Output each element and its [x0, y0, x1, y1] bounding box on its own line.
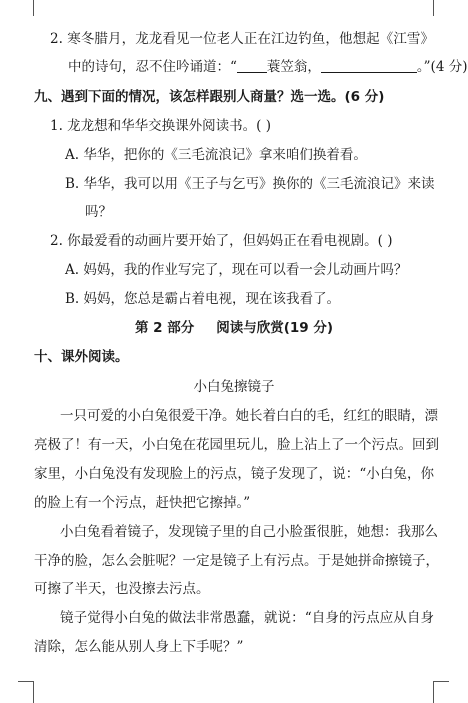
q8-line2-middle: 蓑笠翁，: [266, 59, 321, 75]
story-p2-line3: 可擦了半天，也没擦去污点。: [34, 581, 210, 597]
part2-title: 阅读与欣赏(19 分): [216, 320, 334, 336]
q8-line2-suffix: 。”(4 分): [416, 59, 468, 75]
story-p1-line1: 一只可爱的小白兔很爱干净。她长着白白的毛，红红的眼睛，漂: [60, 408, 438, 424]
crop-mark-top-right-v: [433, 0, 434, 16]
q9-item1-option-b-line1: B. 华华，我可以用《王子与乞丐》换你的《三毛流浪记》来读: [65, 176, 435, 192]
crop-mark-bottom-right-v: [433, 681, 434, 703]
story-p2-line1: 小白兔看着镜子，发现镜子里的自己小脸蛋很脏，她想：我那么: [60, 524, 438, 540]
crop-mark-bottom-right-h: [433, 681, 449, 682]
q9-item2-question: 2. 你最爱看的动画片要开始了，但妈妈正在看电视剧。( ): [50, 233, 393, 249]
q9-item1-option-b-line2: 吗？: [85, 204, 112, 220]
q8-line2-prefix: 中的诗句，忍不住吟诵道：“: [68, 59, 237, 75]
part2-label: 第 2 部分: [134, 320, 195, 336]
crop-mark-top-left-v: [33, 0, 34, 16]
q9-item1-option-a: A. 华华，把你的《三毛流浪记》拿来咱们换着看。: [65, 147, 367, 163]
story-title: 小白兔擦镜子: [193, 379, 275, 395]
story-p3-line2: 清除，怎么能从别人身上下手呢？”: [34, 639, 244, 655]
answer-blank-2[interactable]: [321, 58, 417, 73]
crop-mark-bottom-left-v: [33, 681, 34, 703]
story-p3-line1: 镜子觉得小白兔的做法非常愚蠢，就说：“自身的污点应从自身: [60, 610, 434, 626]
story-p1-line3: 家里，小白兔没有发现脸上的污点，镜子发现了，说：“小白兔，你: [34, 466, 434, 482]
story-p1-line4: 的脸上有一个污点，赶快把它擦掉。”: [34, 495, 251, 511]
q10-heading: 十、课外阅读。: [34, 349, 129, 365]
q9-item1-question: 1. 龙龙想和华华交换课外阅读书。( ): [50, 118, 271, 134]
q9-item2-option-b: B. 妈妈，您总是霸占着电视，现在该我看了。: [65, 291, 341, 307]
story-p2-line2: 干净的脸，怎么会脏呢？一定是镜子上有污点。于是她拼命擦镜子，: [34, 553, 439, 569]
q9-item2-option-a: A. 妈妈，我的作业写完了，现在可以看一会儿动画片吗？: [65, 262, 408, 278]
q9-heading: 九、遇到下面的情况，该怎样跟别人商量？选一选。(6 分): [34, 89, 385, 105]
crop-mark-bottom-left-h: [18, 681, 34, 682]
q8-item2-line1: 2. 寒冬腊月，龙龙看见一位老人正在江边钓鱼，他想起《江雪》: [50, 31, 434, 47]
story-p1-line2: 亮极了！有一天，小白兔在花园里玩儿，脸上沾上了一个污点。回到: [34, 437, 439, 453]
q8-item2-line2: [68, 56, 468, 78]
answer-blank-1[interactable]: [237, 58, 267, 73]
part2-heading: [0, 317, 468, 339]
